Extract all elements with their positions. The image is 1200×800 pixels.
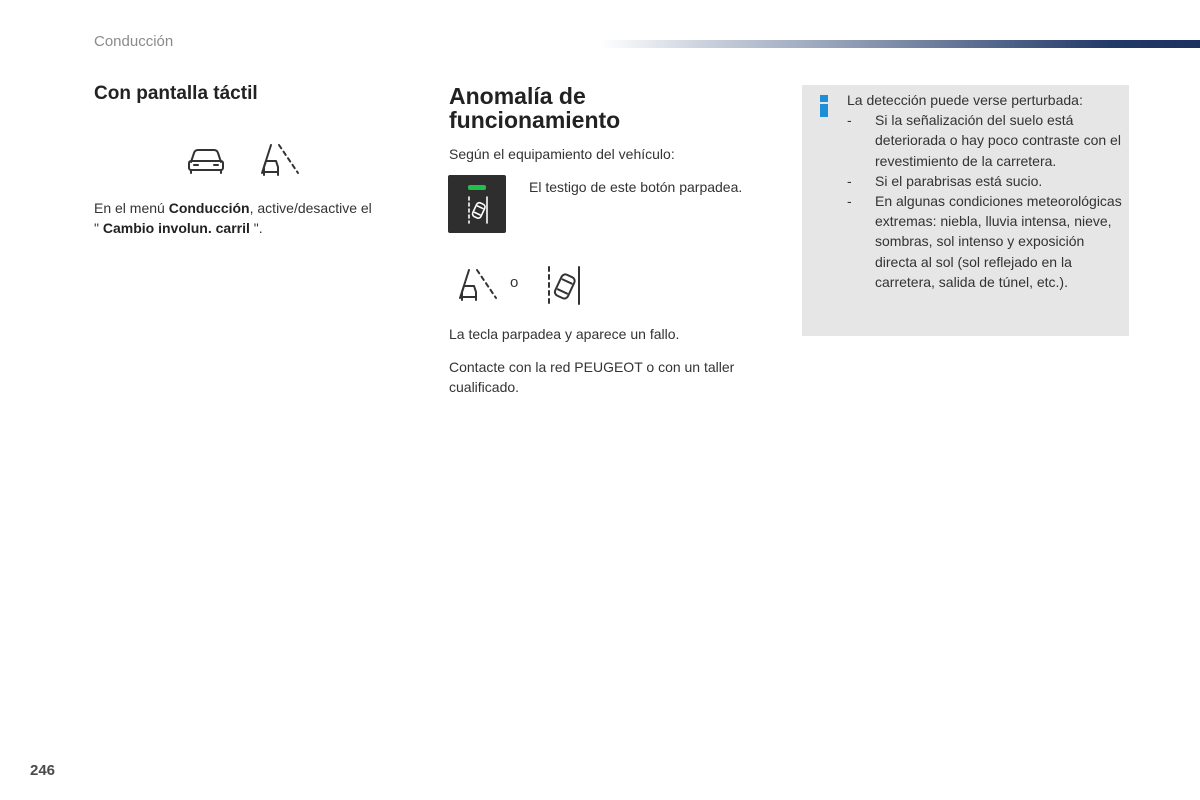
indicator-led (468, 185, 486, 190)
quote-open: " (94, 220, 103, 236)
car-front-icon (186, 144, 226, 174)
page-number: 246 (30, 762, 56, 779)
info-intro: La detección puede verse perturbada: (847, 92, 1083, 108)
info-content (847, 90, 1127, 292)
equipment-intro: Según el equipamiento del vehículo: (449, 146, 675, 162)
contact-line: Contacte con la red PEUGEOT o con un taller (449, 359, 735, 375)
list-dash: - (847, 112, 852, 129)
info-icon (817, 93, 831, 119)
contact-text (449, 357, 779, 397)
quote-close: ". (249, 220, 263, 236)
header-gradient-bar (600, 40, 1200, 48)
info-box (802, 85, 1129, 336)
instruction-text: , active/desactive el (249, 200, 372, 216)
function-name: Cambio involun. carril (102, 220, 250, 236)
section-label: Conducción (94, 33, 174, 50)
menu-instruction (94, 198, 414, 238)
list-item-text: Si el parabrisas está sucio. (875, 172, 1043, 189)
list-item-text: Si la señalización del suelo está deteriorada o hay poco contraste con el revestimiento de la carretera. (875, 112, 1121, 169)
heading-line: Anomalía de (449, 83, 586, 109)
instruction-text: En el menú (94, 200, 169, 216)
list-item-text: En algunas condiciones meteorológicas extremas: niebla, lluvia intensa, nieve, sombras, sol intenso y exposición directa al sol (sol reflejado en la carretera, salida de túnel, etc.). (875, 193, 1122, 290)
list-dash: - (847, 193, 852, 210)
info-list (847, 110, 1127, 292)
menu-name: Conducción (168, 200, 250, 216)
lane-keep-assist-icon (544, 264, 584, 308)
malfunction-heading (449, 84, 709, 132)
button-caption: El testigo de este botón parpadea. (529, 179, 743, 195)
fault-text: La tecla parpadea y aparece un fallo. (449, 326, 680, 342)
list-dash: - (847, 172, 852, 189)
or-label: o (510, 274, 519, 291)
touchscreen-heading: Con pantalla táctil (94, 83, 258, 104)
list-item (847, 191, 1127, 292)
lane-departure-icon (456, 266, 500, 302)
heading-line: funcionamiento (449, 107, 621, 133)
lane-keep-button-icon (448, 175, 506, 233)
contact-line: cualificado. (449, 379, 520, 395)
lane-departure-icon (258, 141, 302, 177)
list-item (847, 171, 1127, 191)
list-item (847, 110, 1127, 171)
